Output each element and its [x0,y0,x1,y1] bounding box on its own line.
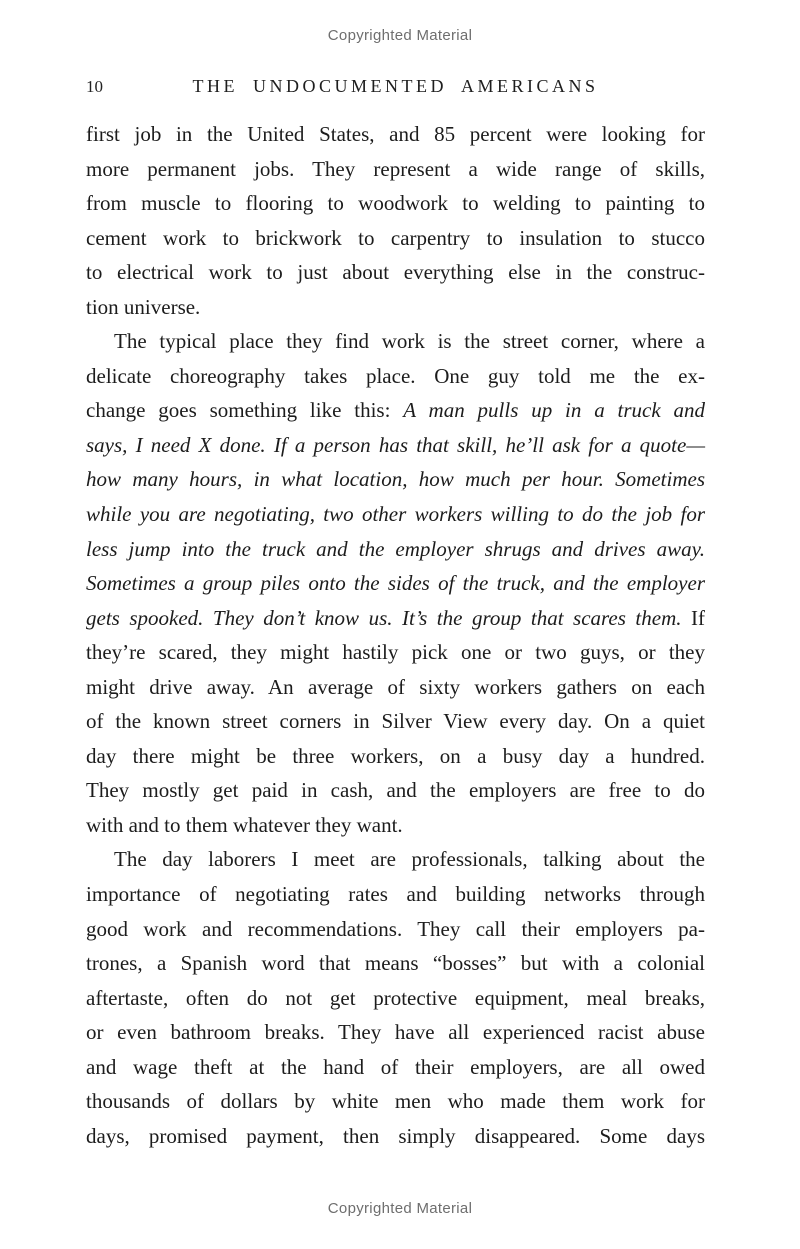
text-segment: change goes something like this: [86,398,404,423]
italic-text-segment: less jump into the truck and the employer shrugs and drives away. [86,536,705,561]
text-line [86,877,705,912]
page-number: 10 [86,77,103,96]
text-line [86,255,705,290]
text-line [86,221,705,256]
text-segment: more permanent jobs. They represent a wide range of skills, [86,156,705,181]
text-line [86,704,705,739]
copyright-watermark-bottom: Copyrighted Material [327,1200,473,1217]
italic-text-segment: gets spooked. They don’t know us. It’s the group that scares them. [86,605,682,630]
text-line [86,117,705,152]
text-line [86,842,705,877]
paragraph [86,324,705,842]
text-segment: aftertaste, often do not get protective equipment, meal breaks, [86,985,705,1010]
text-line [86,808,705,843]
text-line [86,912,705,947]
text-segment: day there might be three workers, on a busy day a hundred. [86,743,705,768]
text-line [86,462,705,497]
text-line [86,981,705,1016]
page-header [86,76,705,98]
text-segment: to electrical work to just about everything else in the construc- [86,260,705,285]
text-segment: importance of negotiating rates and building networks through [86,882,705,907]
body-text [86,117,705,1153]
text-segment: tion universe. [86,294,201,319]
text-line [86,152,705,187]
text-line [86,739,705,774]
text-segment: from muscle to flooring to woodwork to welding to painting to [86,191,705,216]
text-segment: If [681,605,705,630]
text-segment: of the known street corners in Silver View every day. On a quiet [86,709,705,734]
text-segment: with and to them whatever they want. [86,812,403,837]
italic-text-segment: how many hours, in what location, how much per hour. Sometimes [86,467,705,492]
text-line [86,601,705,636]
copyright-watermark-top: Copyrighted Material [327,27,473,44]
text-line [86,532,705,567]
italic-text-segment: Sometimes a group piles onto the sides of the truck, and the employer [86,571,705,596]
text-line [86,290,705,325]
text-segment: first job in the United States, and 85 percent were looking for [86,122,705,146]
text-line [86,324,705,359]
text-line [86,773,705,808]
text-segment: good work and recommendations. They call their employers pa- [86,916,705,941]
paragraph [86,117,705,324]
text-line [86,186,705,221]
text-line [86,566,705,601]
text-segment: delicate choreography takes place. One guy told me the ex- [86,363,705,388]
text-segment: might drive away. An average of sixty workers gathers on each [86,674,705,699]
italic-text-segment: A man pulls up in a truck and [403,398,705,423]
text-segment: The day laborers I meet are professionals, talking about the [114,847,705,872]
text-segment: They mostly get paid in cash, and the employers are free to do [86,778,705,803]
text-line [86,428,705,463]
text-line [86,497,705,532]
text-line [86,635,705,670]
italic-text-segment: says, I need X done. If a person has that skill, he’ll ask for a quote— [86,432,705,457]
text-segment: they’re scared, they might hastily pick one or two guys, or they [86,640,705,665]
text-line [86,393,705,428]
text-line [86,1119,705,1154]
running-title: THE UNDOCUMENTED AMERICANS [192,76,599,96]
text-line [86,1050,705,1085]
text-segment: or even bathroom breaks. They have all experienced racist abuse [86,1020,705,1045]
text-line [86,1015,705,1050]
text-segment: and wage theft at the hand of their employers, are all owed [86,1054,705,1079]
text-segment: thousands of dollars by white men who made them work for [86,1089,705,1114]
text-segment: days, promised payment, then simply disappeared. Some days [86,1123,705,1148]
paragraph [86,842,705,1153]
italic-text-segment: while you are negotiating, two other workers willing to do the job for [86,502,705,527]
text-line [86,359,705,394]
text-line [86,1084,705,1119]
text-segment: The typical place they find work is the street corner, where a [114,329,705,354]
text-segment: cement work to brickwork to carpentry to insulation to stucco [86,225,705,250]
text-line [86,670,705,705]
text-line [86,946,705,981]
text-segment: trones, a Spanish word that means “bosses” but with a colonial [86,951,705,976]
